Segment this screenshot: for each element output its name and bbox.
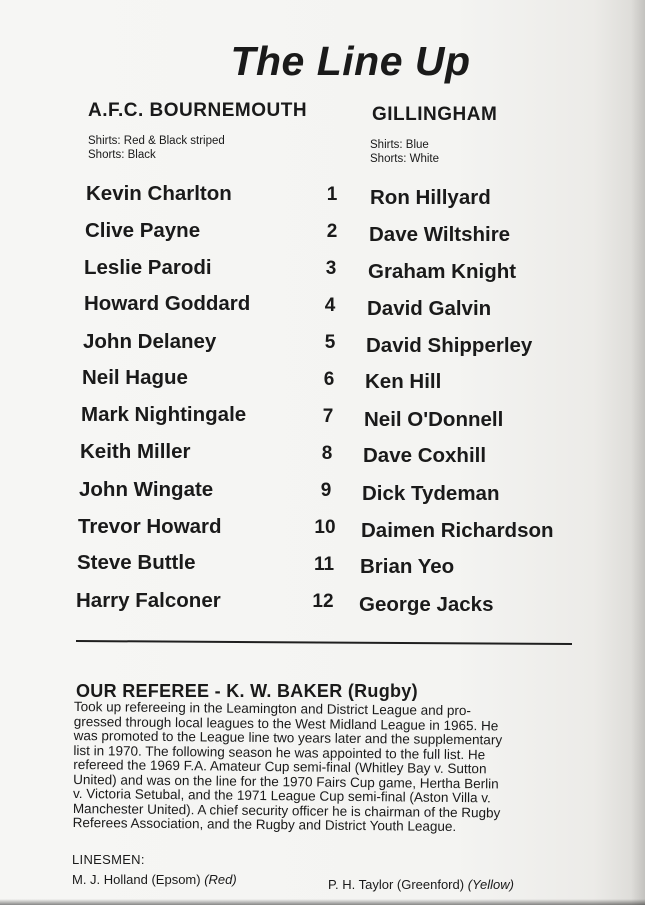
- shirt-number: 5: [324, 332, 336, 353]
- shirt-number: 7: [322, 406, 334, 427]
- page-title: The Line Up: [230, 38, 471, 84]
- home-team-name: A.F.C. BOURNEMOUTH: [88, 100, 308, 121]
- shirt-number: 6: [323, 369, 335, 390]
- referee-bio-line: United) and was on the line for the 1970 Fairs Cup game, Hertha Berlin: [73, 771, 499, 791]
- referee-bio-line: list in 1970. The following season he was appointed to the full list. He: [73, 742, 486, 762]
- linesman-first-colour: (Red): [204, 872, 237, 887]
- away-player: Graham Knight: [368, 260, 517, 283]
- home-kit: [88, 134, 225, 162]
- referee-bio-line: Referees Association, and the Rugby and District Youth League.: [72, 814, 457, 835]
- referee-bio: [73, 700, 574, 836]
- referee-bio-line: refereed the 1969 F.A. Amateur Cup semi-final (Whitley Bay v. Sutton: [73, 756, 487, 777]
- shirt-number: 9: [320, 480, 332, 501]
- shirt-number: 2: [326, 221, 338, 242]
- home-player: Leslie Parodi: [84, 256, 212, 279]
- away-player: Brian Yeo: [360, 555, 455, 578]
- shirt-number: 10: [314, 517, 336, 538]
- shirt-number: 4: [324, 295, 336, 316]
- shirt-number: 12: [312, 591, 334, 612]
- linesman-second-colour: (Yellow): [467, 877, 514, 892]
- home-player: Kevin Charlton: [86, 182, 232, 205]
- home-player: Howard Goddard: [84, 292, 251, 315]
- linesman-first-name: M. J. Holland (Epsom): [72, 872, 201, 887]
- home-player: Clive Payne: [85, 219, 201, 242]
- home-player: John Delaney: [83, 330, 217, 353]
- linesman-second-name: P. H. Taylor (Greenford): [328, 877, 465, 892]
- away-player: Ken Hill: [365, 370, 442, 393]
- home-player: Harry Falconer: [76, 589, 221, 612]
- home-player: John Wingate: [79, 478, 214, 501]
- shirt-number: 11: [313, 554, 335, 575]
- away-player: Dave Wiltshire: [369, 223, 511, 246]
- referee-bio-line: gressed through local leagues to the West Midland League in 1965. He: [73, 713, 499, 733]
- linesmen-heading: LINESMEN:: [72, 852, 145, 867]
- home-shirts: Shirts: Red & Black striped: [88, 135, 225, 147]
- page-edge-shadow: [631, 0, 645, 905]
- referee-heading: OUR REFEREE - K. W. BAKER (Rugby): [76, 681, 418, 701]
- away-player: Ron Hillyard: [370, 186, 491, 209]
- referee-bio-line: v. Victoria Setubal, and the 1971 League Cup semi-final (Aston Villa v.: [72, 785, 491, 806]
- referee-bio-line: was promoted to the League line two years later and the supplementary: [73, 727, 503, 748]
- away-player: Dick Tydeman: [362, 482, 500, 505]
- shirt-number: 8: [321, 443, 333, 464]
- home-player: Trevor Howard: [78, 515, 222, 538]
- away-team-name: GILLINGHAM: [372, 104, 498, 125]
- home-player: Steve Buttle: [77, 551, 196, 574]
- page-bottom-edge: [0, 899, 645, 905]
- home-shorts: Shorts: Black: [88, 149, 156, 161]
- linesman-first: [72, 872, 237, 887]
- home-player: Mark Nightingale: [81, 403, 247, 426]
- away-shorts: Shorts: White: [370, 153, 440, 165]
- linesman-second: [328, 877, 514, 892]
- away-player: David Shipperley: [366, 334, 533, 357]
- away-player: George Jacks: [359, 593, 494, 616]
- away-player: Daimen Richardson: [361, 519, 554, 542]
- away-player: Dave Coxhill: [363, 444, 487, 467]
- away-player: David Galvin: [367, 297, 492, 320]
- away-player: Neil O'Donnell: [364, 408, 504, 431]
- referee-bio-line: Took up refereeing in the Leamington and District League and pro-: [73, 699, 472, 719]
- referee-bio-line: Manchester United). A chief security officer he is chairman of the Rugby: [72, 800, 501, 820]
- shirt-number: 3: [325, 258, 337, 279]
- home-player: Keith Miller: [80, 440, 191, 463]
- away-kit: [370, 138, 439, 166]
- home-player: Neil Hague: [82, 366, 188, 389]
- away-shirts: Shirts: Blue: [370, 139, 429, 151]
- shirt-number: 1: [326, 184, 338, 205]
